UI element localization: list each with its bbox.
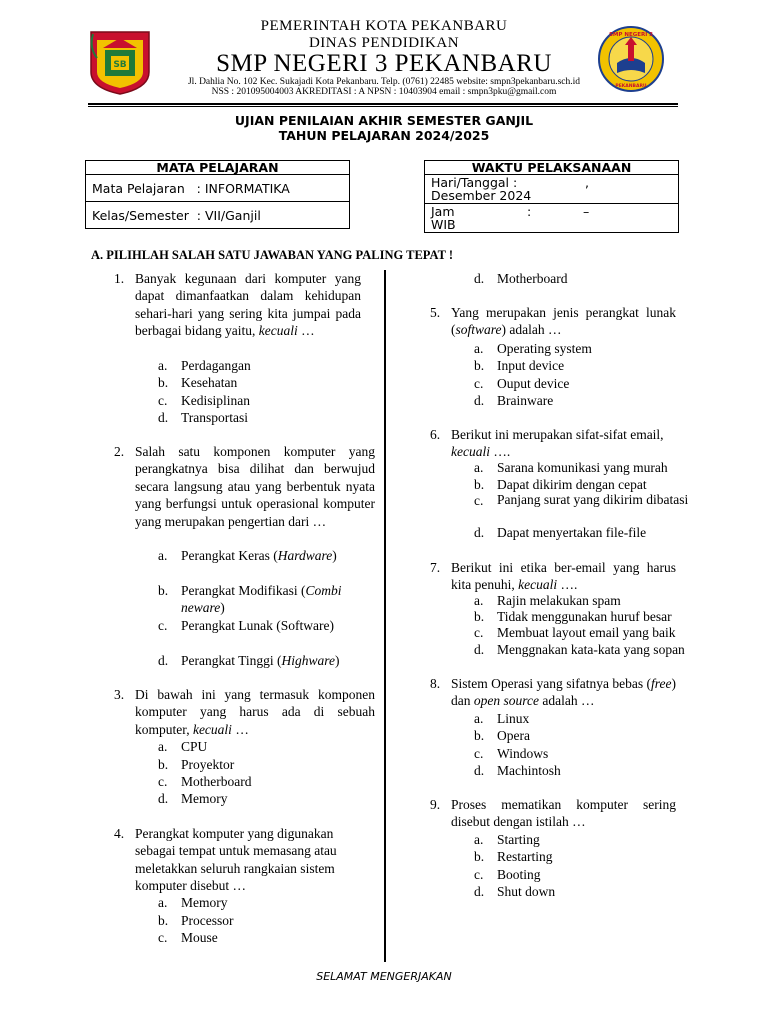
time-label: Jam — [431, 204, 455, 219]
time-unit: WIB — [431, 217, 456, 232]
question-text: Berikut ini merupakan sifat-sifat email, kecuali …. — [451, 427, 664, 460]
letterhead-identity: NSS : 201095004003 AKREDITASI : A NPSN : 10403904 email : smpn3pku@gmail.com — [211, 87, 557, 97]
subject-name: Mata Pelajaran : INFORMATIKA — [86, 175, 350, 202]
footer-message: SELAMAT MENGERJAKAN — [316, 970, 452, 983]
question-number: 5. — [430, 305, 441, 320]
question-text: Sistem Operasi yang sifatnya bebas (free) dan open source adalah … — [451, 676, 676, 709]
question-number: 1. — [114, 271, 125, 286]
letterhead-rule-thin — [88, 106, 678, 107]
question-5 — [430, 304, 680, 342]
time-field — [425, 204, 679, 233]
question-1 — [114, 270, 362, 360]
date-label: Hari/Tanggal : — [431, 175, 518, 190]
question-number: 2. — [114, 444, 125, 459]
question-8 — [430, 675, 680, 713]
question-3 — [114, 686, 376, 741]
question-text: Banyak kegunaan dari komputer yang dapat dimanfaatkan dalam kehidupan sehari-hari yang sering kita jumpai pada berbagai bidang yaitu, kecuali … — [135, 271, 361, 339]
question-number: 9. — [430, 797, 441, 812]
svg-text:SB: SB — [113, 60, 127, 70]
section-instruction: A. PILIHLAH SALAH SATU JAWABAN YANG PALING TEPAT ! — [91, 248, 453, 262]
letterhead-rule — [88, 103, 678, 105]
question-text: Yang merupakan jenis perangkat lunak (software) adalah … — [451, 305, 676, 338]
svg-text:PEKANBARU: PEKANBARU — [615, 84, 647, 89]
question-text: Perangkat komputer yang digunakan sebagai tempat untuk memasang atau meletakkan seluruh rangkaian sistem komputer disebut … — [135, 826, 337, 894]
date-value: Desember 2024 — [431, 188, 532, 203]
column-divider — [384, 270, 386, 962]
date-comma: , — [585, 175, 589, 190]
question-2 — [114, 443, 376, 548]
question-text: Berikut ini etika ber-email yang harus kita penuhi, kecuali …. — [451, 560, 676, 593]
letterhead-department: DINAS PENDIDIKAN — [308, 35, 460, 51]
exam-year: TAHUN PELAJARAN 2024/2025 — [278, 128, 490, 143]
time-colon: : — [527, 204, 532, 219]
question-text: Salah satu komponen komputer yang perangkatnya bisa dilihat dan berwujud secara langsung atau yang berbentuk nyata yang berfungsi untuk operasional komputer yang merupakan pengertian dari … — [135, 444, 375, 529]
question-4 — [114, 825, 376, 897]
letterhead-school-name: SMP NEGERI 3 PEKANBARU — [216, 50, 552, 77]
question-number: 4. — [114, 826, 125, 841]
question-number: 7. — [430, 560, 441, 575]
subject-info-table — [85, 160, 350, 229]
letterhead-address: Jl. Dahlia No. 102 Kec. Sukajadi Kota Pekanbaru. Telp. (0761) 22485 website: smpn3pekanbaru.sch.id — [187, 77, 580, 87]
time-dash: – — [583, 204, 590, 219]
question-text: Proses mematikan komputer sering disebut dengan istilah … — [451, 797, 676, 830]
question-text: Di bawah ini yang termasuk komponen komputer yang harus ada di sebuah komputer, kecuali … — [135, 687, 375, 737]
question-number: 3. — [114, 687, 125, 702]
schedule-header: WAKTU PELAKSANAAN — [425, 161, 679, 175]
class-semester: Kelas/Semester : VII/Ganjil — [86, 202, 350, 229]
question-number: 8. — [430, 676, 441, 691]
question-number: 6. — [430, 427, 441, 442]
svg-text:SMP NEGERI 3: SMP NEGERI 3 — [608, 32, 654, 38]
schedule-info-table — [424, 160, 679, 233]
subject-header: MATA PELAJARAN — [86, 161, 350, 175]
letterhead-government: PEMERINTAH KOTA PEKANBARU — [260, 18, 508, 34]
date-field — [425, 175, 679, 204]
exam-title: UJIAN PENILAIAN AKHIR SEMESTER GANJIL — [234, 113, 534, 128]
question-9 — [430, 796, 680, 834]
